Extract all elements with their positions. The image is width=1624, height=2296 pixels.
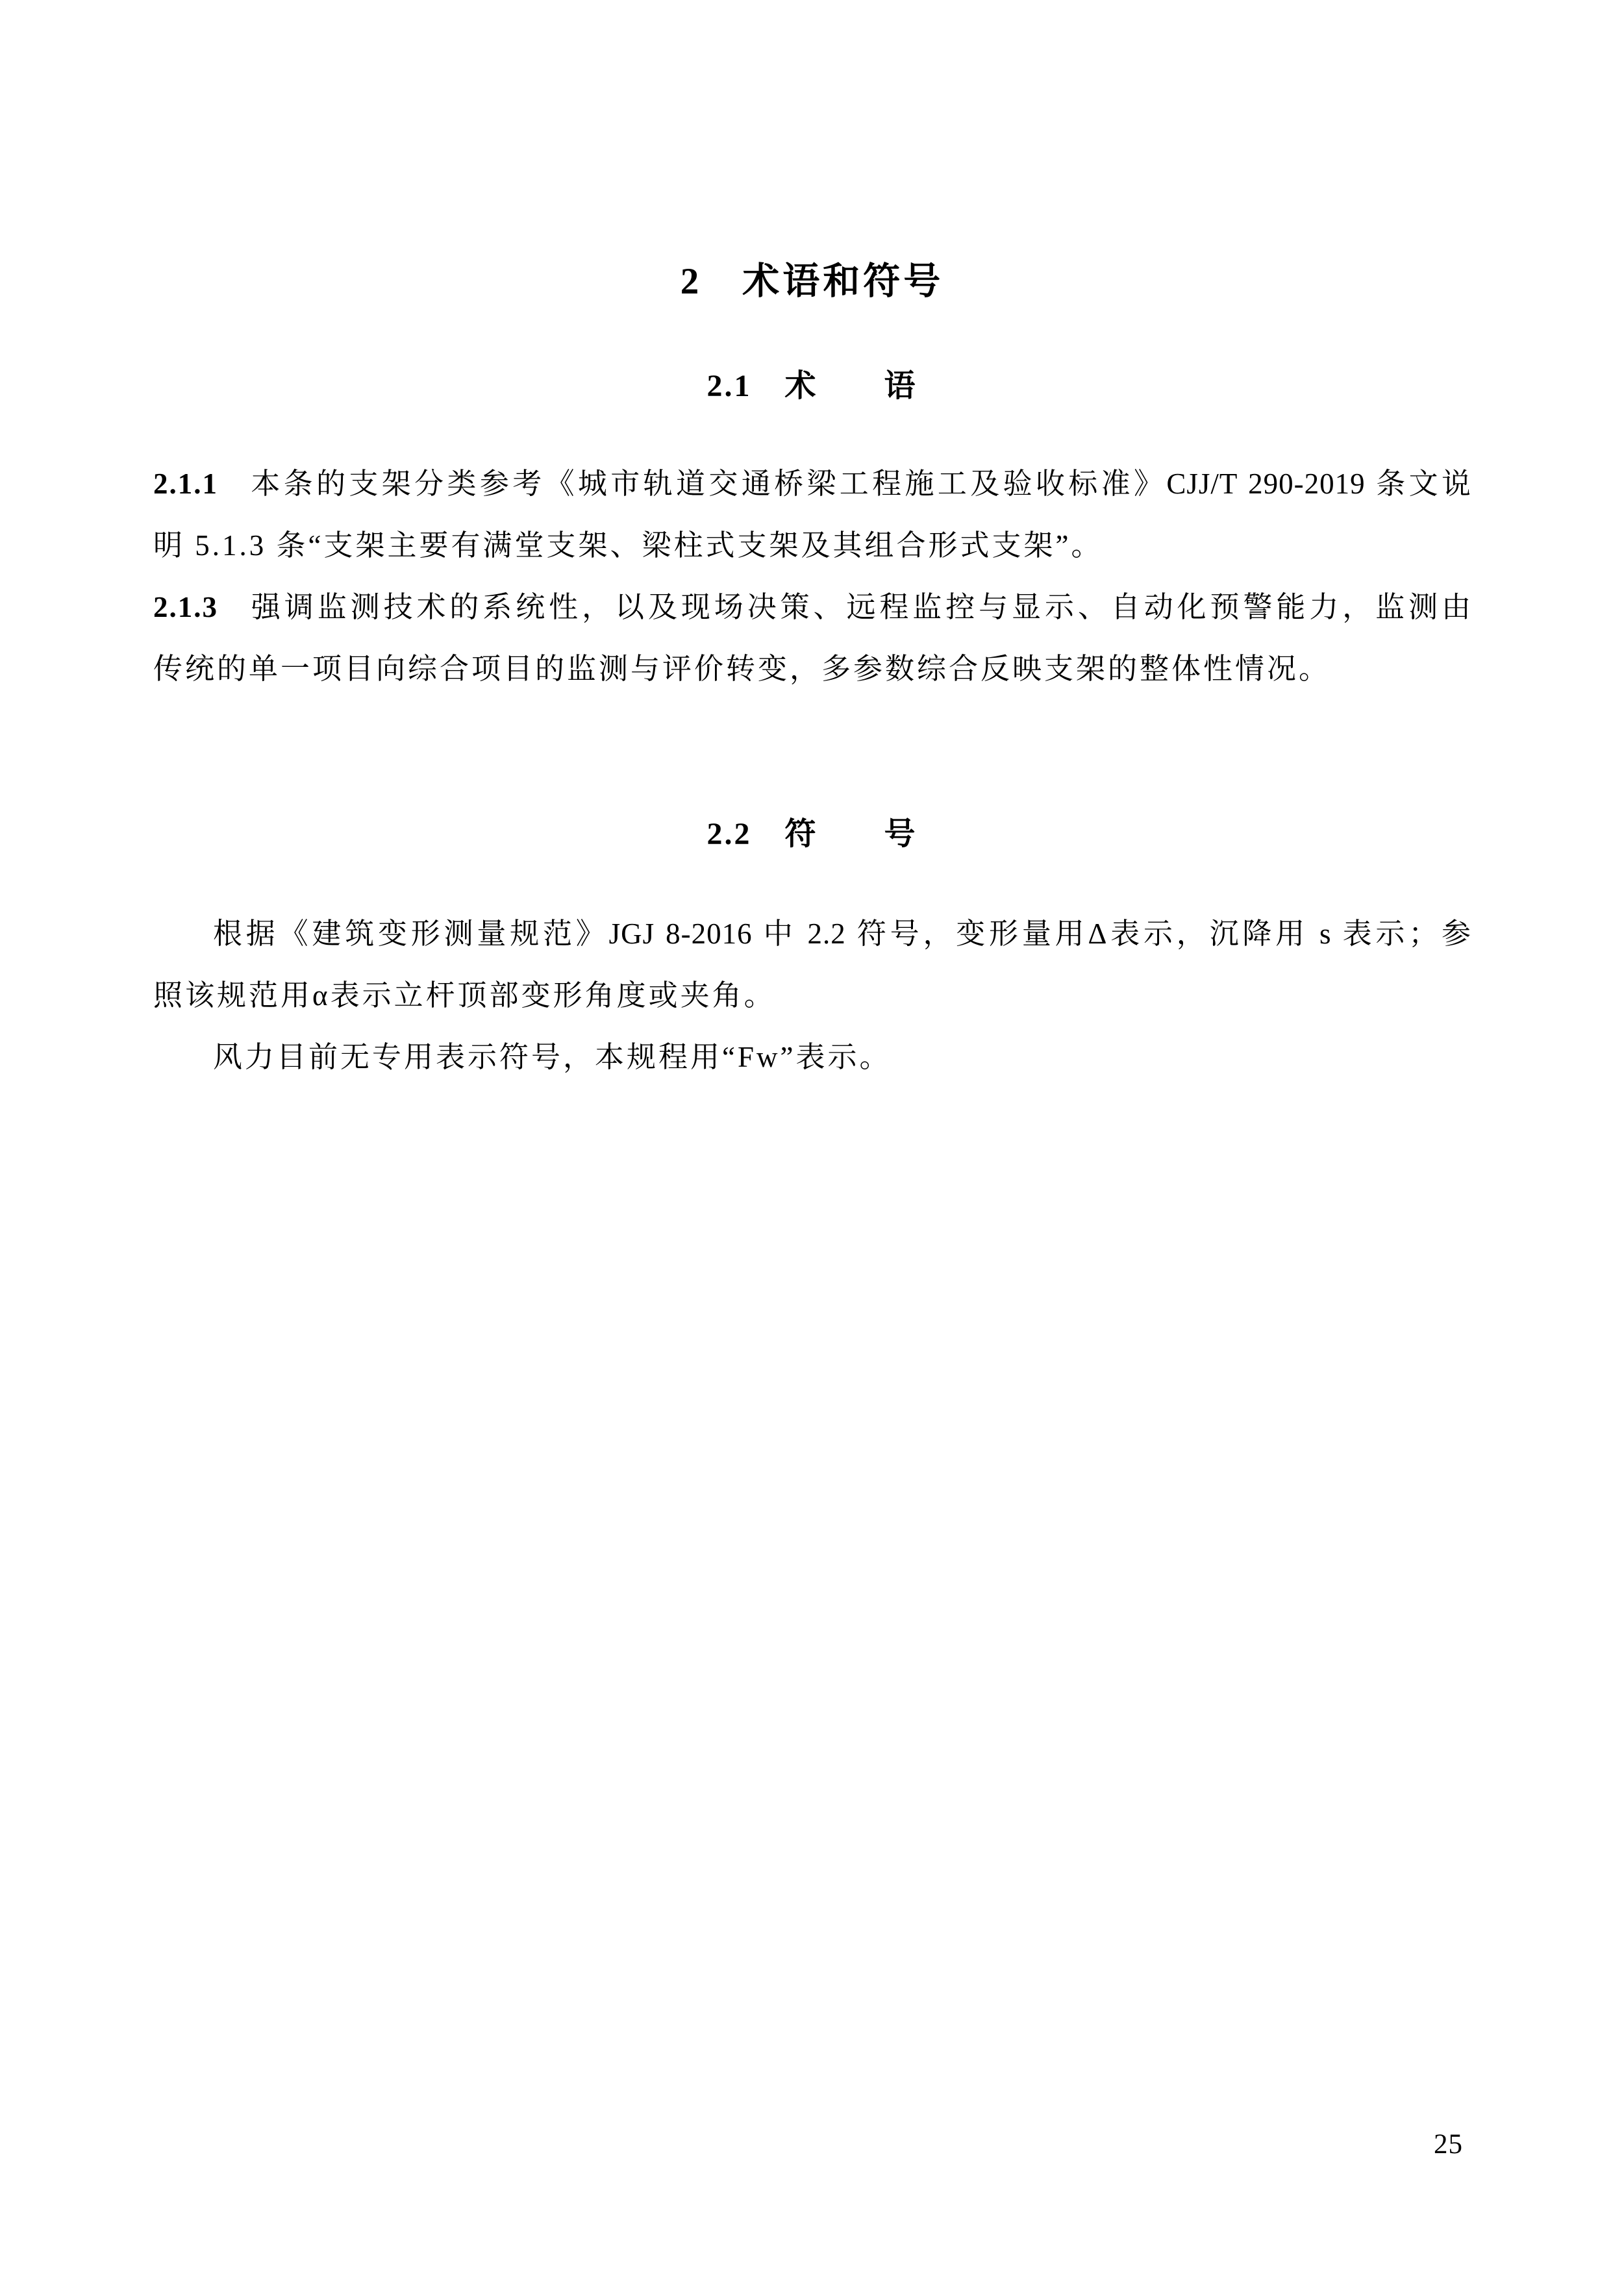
symbols-paragraph-1-line-1: 根据《建筑变形测量规范》JGJ 8-2016 中 2.2 符号，变形量用Δ表示，沉降用 s 表示；参: [213, 917, 1471, 950]
clause-2-1-3-line-1: [153, 577, 1471, 638]
section-2-2-body: [153, 903, 1471, 1088]
section-heading-2-2-symbols: 2.2 符 号: [706, 817, 918, 851]
clause-2-1-3-line-2: 传统的单一项目向综合项目的监测与评价转变，多参数综合反映支架的整体性情况。: [153, 653, 1331, 685]
chapter-title: 2 术语和符号: [680, 261, 944, 302]
clause-2-1-1-line-1: [153, 453, 1471, 515]
clause-2-1-3-line-1-text: 强调监测技术的系统性，以及现场决策、远程监控与显示、自动化预警能力，监测由: [248, 591, 1471, 623]
section-2-1-body: [153, 453, 1471, 700]
page-number: 25: [1434, 2129, 1463, 2160]
clause-2-1-1-line-1-text: 本条的支架分类参考《城市轨道交通桥梁工程施工及验收标准》CJJ/T 290-2019 条文说: [248, 468, 1471, 500]
symbols-paragraph-2-line-1: 风力目前无专用表示符号，本规程用“Fw”表示。: [213, 1041, 892, 1073]
symbols-paragraph-1-line-2: 照该规范用α表示立杆顶部变形角度或夹角。: [153, 979, 776, 1012]
clause-2-1-1-line-2: 明 5.1.3 条“支架主要有满堂支架、梁柱式支架及其组合形式支架”。: [153, 529, 1103, 562]
section-heading-2-1-terms: 2.1 术 语: [706, 369, 918, 403]
clause-number-2-1-1: 2.1.1: [153, 468, 218, 500]
clause-number-2-1-3: 2.1.3: [153, 591, 218, 623]
